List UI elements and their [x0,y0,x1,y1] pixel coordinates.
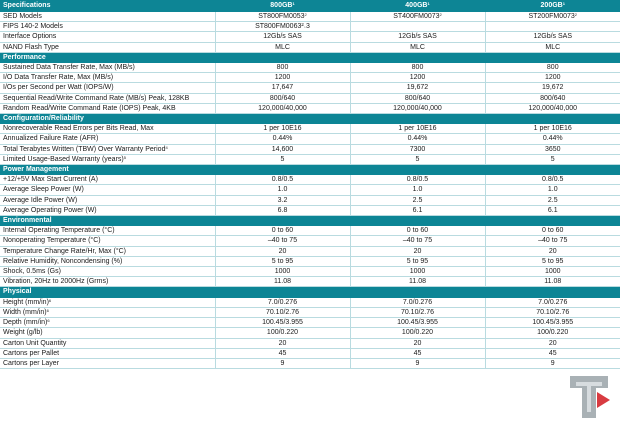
spec-label: Temperature Change Rate/Hr, Max (°C) [0,246,215,256]
spec-value: 1000 [215,267,350,277]
section-title: Configuration/Reliability [0,114,620,124]
spec-value: 20 [215,246,350,256]
spec-value: 20 [350,246,485,256]
spec-value: MLC [485,42,620,52]
spec-label: I/O Data Transfer Rate, Max (MB/s) [0,73,215,83]
spec-value: 1 per 10E16 [485,124,620,134]
spec-value: 800/640 [215,93,350,103]
spec-label: Nonrecoverable Read Errors per Bits Read, Max [0,124,215,134]
spec-value: 100.45/3.955 [350,318,485,328]
header-800gb: $800GB^1$ [215,0,350,12]
spec-label: I/Os per Second per Watt (IOPS/W) [0,83,215,93]
spec-label: Cartons per Pallet [0,348,215,358]
spec-label: Limited Usage-Based Warranty (years)$^5$ [0,154,215,164]
spec-value: 5 [215,154,350,164]
spec-row [0,297,620,307]
spec-value: 11.08 [215,277,350,287]
spec-value: 100.45/3.955 [215,318,350,328]
spec-row [0,22,620,32]
spec-row [0,185,620,195]
header-row [0,0,620,12]
spec-value: –40 to 75 [350,236,485,246]
spec-row [0,267,620,277]
header-specifications: Specifications [0,0,215,12]
spec-value: 12Gb/s SAS [350,32,485,42]
spec-row [0,226,620,236]
spec-label: Weight (g/lb) [0,328,215,338]
spec-row [0,348,620,358]
spec-value: 0.8/0.5 [350,175,485,185]
spec-row [0,154,620,164]
spec-value: ST800FM0053$^2$ [215,12,350,22]
spec-value: 1 per 10E16 [350,124,485,134]
spec-value: 800 [485,63,620,73]
spec-value: 120,000/40,000 [215,103,350,113]
spec-label: SED Models [0,12,215,22]
spec-value: ST200FM0073$^2$ [485,12,620,22]
spec-label: Vibration, 20Hz to 2000Hz (Grms) [0,277,215,287]
spec-label: Shock, 0.5ms (Gs) [0,267,215,277]
spec-label: Nonoperating Temperature (°C) [0,236,215,246]
spec-value: 2.5 [485,195,620,205]
spec-value: 5 to 95 [215,256,350,266]
spec-value: 9 [485,358,620,368]
spec-value: 1 per 10E16 [215,124,350,134]
spec-value: 1200 [350,73,485,83]
spec-label: Internal Operating Temperature (°C) [0,226,215,236]
spec-value: 1.0 [485,185,620,195]
spec-value: 19,672 [485,83,620,93]
spec-value: 1000 [485,267,620,277]
section-title: Power Management [0,165,620,175]
spec-value: 0 to 60 [350,226,485,236]
spec-value: 20 [485,338,620,348]
spec-label: Relative Humidity, Noncondensing (%) [0,256,215,266]
spec-row [0,318,620,328]
spec-row [0,124,620,134]
spec-value: 2.5 [350,195,485,205]
spec-label: Sustained Data Transfer Rate, Max (MB/s) [0,63,215,73]
spec-value: 1.0 [350,185,485,195]
spec-value: 70.10/2.76 [215,307,350,317]
spec-value: 20 [215,338,350,348]
spec-row [0,328,620,338]
spec-label: Height $(mm/in)^6$ [0,297,215,307]
spec-value: 5 to 95 [350,256,485,266]
spec-value: 17,647 [215,83,350,93]
spec-value: 6.1 [350,205,485,215]
spec-value: 0.44% [485,134,620,144]
spec-value: 12Gb/s SAS [485,32,620,42]
spec-row [0,12,620,22]
spec-value: 11.08 [485,277,620,287]
spec-value: 3.2 [215,195,350,205]
section-title: Environmental [0,216,620,226]
spec-label: NAND Flash Type [0,42,215,52]
spec-value: 3650 [485,144,620,154]
spec-value: MLC [350,42,485,52]
spec-value: 0.8/0.5 [485,175,620,185]
spec-row [0,277,620,287]
spec-row [0,175,620,185]
spec-value: 0.8/0.5 [215,175,350,185]
spec-row [0,73,620,83]
spec-value: 0.44% [215,134,350,144]
spec-value: 20 [350,338,485,348]
spec-row [0,83,620,93]
spec-row [0,195,620,205]
spec-value: 70.10/2.76 [350,307,485,317]
spec-value: 12Gb/s SAS [215,32,350,42]
spec-value [485,22,620,32]
spec-value: 800 [215,63,350,73]
spec-value: –40 to 75 [215,236,350,246]
spec-value: 45 [350,348,485,358]
spec-value: 1200 [215,73,350,83]
spec-value: 6.8 [215,205,350,215]
spec-value: 19,672 [350,83,485,93]
spec-row [0,42,620,52]
spec-row [0,93,620,103]
header-400gb: $400GB^1$ [350,0,485,12]
spec-value: 6.1 [485,205,620,215]
section-header [0,114,620,124]
spec-value: 14,600 [215,144,350,154]
spec-label: Cartons per Layer [0,358,215,368]
spec-label: Average Sleep Power (W) [0,185,215,195]
spec-row [0,307,620,317]
spec-row [0,144,620,154]
spec-label: Annualized Failure Rate (AFR) [0,134,215,144]
spec-value: 7.0/0.276 [485,297,620,307]
spec-label: Interface Options [0,32,215,42]
spec-value: 100.45/3.955 [485,318,620,328]
spec-row [0,338,620,348]
spec-value: 7.0/0.276 [350,297,485,307]
spec-row [0,256,620,266]
spec-label: Carton Unit Quantity [0,338,215,348]
spec-value: 120,000/40,000 [485,103,620,113]
spec-value: 1200 [485,73,620,83]
spec-value: 100/0.220 [215,328,350,338]
spec-value [350,22,485,32]
spec-value: 0 to 60 [215,226,350,236]
spec-value: 7300 [350,144,485,154]
spec-value: 120,000/40,000 [350,103,485,113]
spec-value: 70.10/2.76 [485,307,620,317]
section-title: Performance [0,52,620,62]
spec-value: 5 [485,154,620,164]
spec-row [0,246,620,256]
spec-value: 1000 [350,267,485,277]
spec-value: 11.08 [350,277,485,287]
spec-value: ST800FM0063²˒3 [215,22,350,32]
spec-row [0,32,620,42]
section-header [0,52,620,62]
spec-value: 9 [350,358,485,368]
spec-row [0,236,620,246]
section-header [0,165,620,175]
section-title: Physical [0,287,620,297]
spec-label: Random Read/Write Command Rate (IOPS) Peak, 4KB [0,103,215,113]
spec-value: 5 [350,154,485,164]
spec-value: 800/640 [485,93,620,103]
spec-label: Width $(mm/in)^6$ [0,307,215,317]
spec-label: Average Operating Power (W) [0,205,215,215]
spec-value: ST400FM0073$^2$ [350,12,485,22]
spec-value: 800 [350,63,485,73]
spec-value: 45 [485,348,620,358]
spec-row [0,103,620,113]
section-header [0,216,620,226]
spec-value: 9 [215,358,350,368]
spec-label: FIPS 140-2 Models [0,22,215,32]
section-header [0,287,620,297]
spec-value: 0 to 60 [485,226,620,236]
spec-row [0,358,620,368]
spec-value: 100/0.220 [485,328,620,338]
spec-value: 7.0/0.276 [215,297,350,307]
spec-label: Total Terabytes Written (TBW) Over Warranty Period$^4$ [0,144,215,154]
spec-row [0,205,620,215]
spec-value: 20 [485,246,620,256]
spec-row [0,63,620,73]
spec-row [0,134,620,144]
spec-value: 100/0.220 [350,328,485,338]
spec-value: MLC [215,42,350,52]
spec-label: Average Idle Power (W) [0,195,215,205]
spec-value: 1.0 [215,185,350,195]
spec-value: –40 to 75 [485,236,620,246]
spec-label: +12/+5V Max Start Current (A) [0,175,215,185]
header-200gb: $200GB^1$ [485,0,620,12]
spec-value: 45 [215,348,350,358]
spec-label: Depth $(mm/in)^6$ [0,318,215,328]
spec-value: 800/640 [350,93,485,103]
tweaktown-logo-icon [566,368,612,426]
spec-label: Sequential Read/Write Command Rate (MB/s) Peak, 128KB [0,93,215,103]
spec-value: 0.44% [350,134,485,144]
spec-value: 5 to 95 [485,256,620,266]
